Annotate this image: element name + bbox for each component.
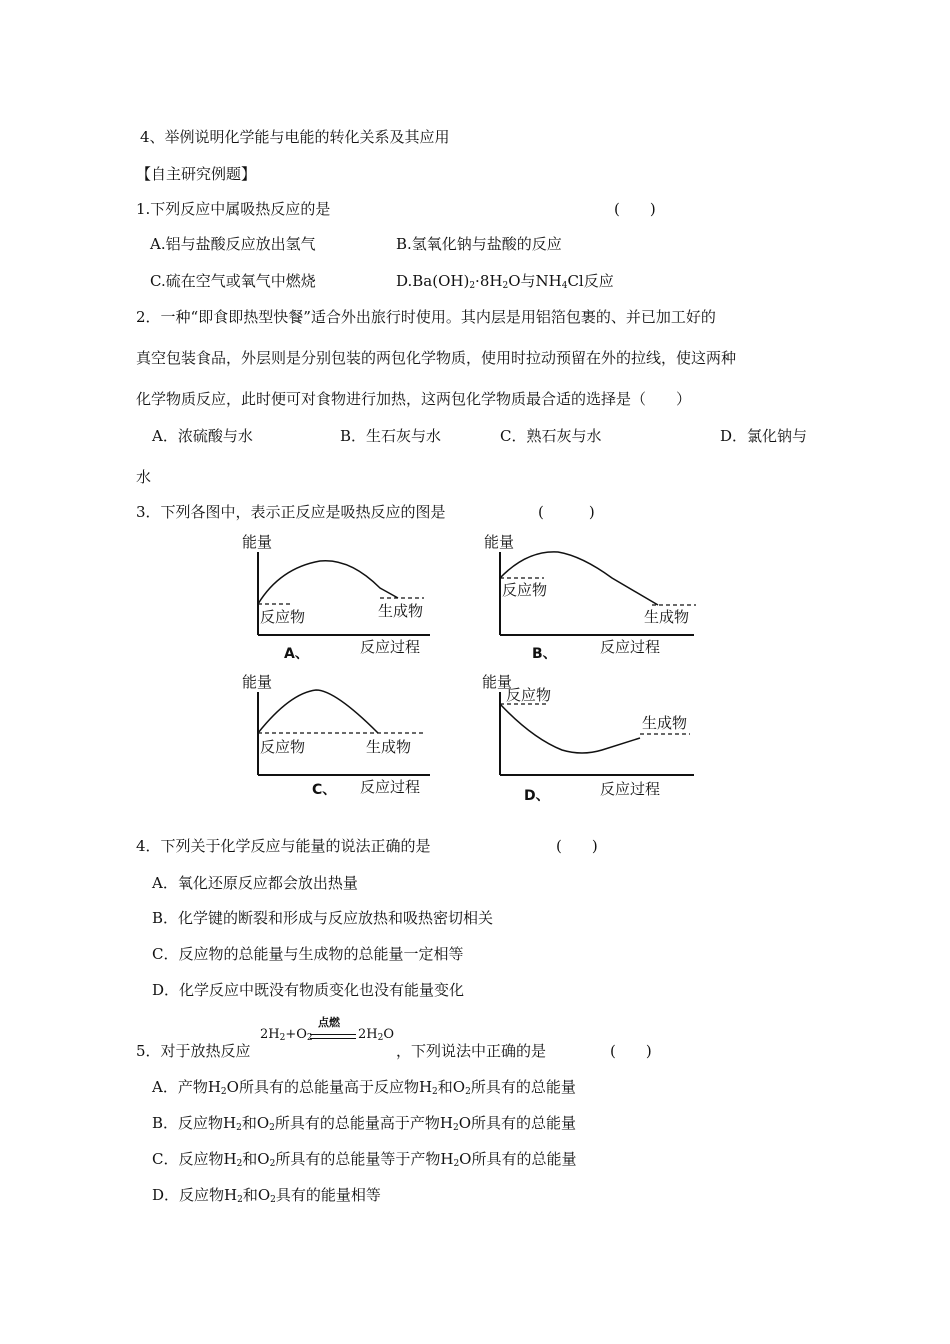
- graph-b[interactable]: [472, 528, 702, 664]
- opt-part: 和O: [241, 1114, 270, 1132]
- q4-option-b[interactable]: B．化学键的断裂和形成与反应放热和吸热密切相关: [152, 909, 494, 927]
- reactants: [260, 1027, 313, 1043]
- opt-part: O所具有的总能量高于反应物H: [226, 1078, 433, 1096]
- section-title: 【自主研究例题】: [136, 165, 257, 183]
- equals-sign: [310, 1034, 356, 1039]
- opt-part: B．反应物H: [152, 1114, 237, 1132]
- product-label: 生成物: [642, 714, 688, 732]
- eq-part: +O: [285, 1027, 307, 1042]
- opt-part: 和O: [437, 1078, 466, 1096]
- q2-option-d-wrap: 水: [136, 468, 152, 486]
- graph-label: D、: [524, 788, 550, 804]
- q4-option-a[interactable]: A．氧化还原反应都会放出热量: [152, 874, 358, 892]
- opt-part: C．反应物H: [152, 1150, 237, 1168]
- q4-option-d[interactable]: D．化学反应中既没有物质变化也没有能量变化: [152, 981, 465, 999]
- q1-d-part: Cl反应: [567, 272, 614, 290]
- opt-part: 具有的能量相等: [275, 1186, 381, 1204]
- reactant-label: 反应物: [260, 608, 306, 626]
- reactant-label: 反应物: [502, 581, 548, 599]
- reaction-condition: 点燃: [318, 1016, 340, 1029]
- sub: 2: [452, 1123, 459, 1133]
- product-label: 生成物: [366, 738, 412, 756]
- opt-part: 所具有的总能量等于产物H: [275, 1150, 454, 1168]
- x-axis-label: 反应过程: [360, 778, 421, 796]
- sub: 2: [469, 281, 476, 291]
- q1-option-d[interactable]: [396, 271, 614, 296]
- q2-option-d[interactable]: D．氯化钠与: [720, 427, 808, 445]
- sub: 2: [306, 1033, 313, 1043]
- opt-part: 所具有的总能量高于产物H: [274, 1114, 453, 1132]
- opt-part: O所具有的总能量: [458, 1114, 577, 1132]
- x-axis-label: 反应过程: [600, 638, 661, 656]
- graph-label: B、: [532, 646, 557, 662]
- sub: 2: [269, 1123, 275, 1133]
- graph-c[interactable]: [230, 668, 440, 804]
- y-axis-label: 能量: [482, 673, 513, 691]
- y-axis-label: 能量: [484, 533, 515, 551]
- opt-part: 和O: [242, 1186, 271, 1204]
- eq-part: 2H: [358, 1027, 378, 1042]
- sub: 2: [270, 1195, 276, 1205]
- energy-curve: [500, 704, 640, 753]
- q5-option-d[interactable]: [152, 1185, 381, 1210]
- q1-d-part: O与NH: [508, 272, 562, 290]
- opt-part: D．反应物H: [152, 1186, 238, 1204]
- opt-part: A．产物H: [152, 1078, 221, 1096]
- q1-stem: 1.下列反应中属吸热反应的是: [136, 200, 331, 218]
- opt-part: 和O: [242, 1150, 270, 1168]
- product-label: 生成物: [378, 602, 424, 620]
- reaction-equation: [258, 1014, 398, 1060]
- q2-line-1: 2．一种“即食即热型快餐”适合外出旅行时使用。其内层是用铝箔包裹的、并已加工好的: [136, 308, 716, 326]
- q1-option-b[interactable]: B.氢氧化钠与盐酸的反应: [396, 235, 562, 253]
- sub: 2: [236, 1159, 243, 1169]
- q3-stem: 3．下列各图中，表示正反应是吸热反应的图是: [136, 503, 446, 521]
- sub: 2: [220, 1087, 227, 1097]
- q1-d-part: D.Ba(OH): [396, 272, 470, 290]
- sub: 2: [377, 1033, 384, 1043]
- objective-4: 4、举例说明化学能与电能的转化关系及其应用: [140, 128, 450, 146]
- graph-label: A、: [284, 646, 309, 662]
- q5-answer-blank[interactable]: ( ): [610, 1042, 652, 1060]
- graph-a[interactable]: [230, 528, 440, 664]
- product-label: 生成物: [644, 608, 690, 626]
- eq-part: 2H: [260, 1027, 280, 1042]
- q5-option-a[interactable]: [152, 1077, 576, 1102]
- x-axis-label: 反应过程: [360, 638, 421, 656]
- energy-curve: [258, 690, 378, 733]
- q5-stem-pre: 5．对于放热反应: [136, 1042, 251, 1060]
- q5-stem-post: ，下列说法中正确的是: [396, 1042, 547, 1060]
- q5-option-c[interactable]: [152, 1149, 576, 1174]
- x-axis-label: 反应过程: [600, 780, 661, 798]
- reactant-label: 反应物: [506, 686, 552, 704]
- sub: 2: [465, 1087, 471, 1097]
- q2-option-b[interactable]: B．生石灰与水: [340, 427, 442, 445]
- q1-option-a[interactable]: A.铝与盐酸反应放出氢气: [150, 235, 316, 253]
- graph-d[interactable]: [472, 668, 702, 804]
- q4-option-c[interactable]: C．反应物的总能量与生成物的总能量一定相等: [152, 945, 464, 963]
- q1-answer-blank[interactable]: ( ): [614, 200, 656, 218]
- y-axis-label: 能量: [242, 533, 273, 551]
- q4-answer-blank[interactable]: ( ): [556, 837, 598, 855]
- q2-option-c[interactable]: C．熟石灰与水: [500, 427, 602, 445]
- products: [358, 1027, 394, 1043]
- opt-part: O所具有的总能量: [459, 1150, 577, 1168]
- graph-label: C、: [312, 782, 337, 798]
- q3-answer-blank[interactable]: ( ): [538, 503, 595, 521]
- opt-part: 所具有的总能量: [470, 1078, 576, 1096]
- q4-stem: 4．下列关于化学反应与能量的说法正确的是: [136, 837, 431, 855]
- q1-option-c[interactable]: C.硫在空气或氧气中燃烧: [150, 272, 316, 290]
- eq-part: O: [383, 1027, 395, 1042]
- q2-line-3: 化学物质反应，此时便可对食物进行加热，这两包化学物质最合适的选择是（ ）: [136, 390, 692, 408]
- reactant-label: 反应物: [260, 738, 306, 756]
- q2-option-a[interactable]: A．浓硫酸与水: [152, 427, 253, 445]
- q2-line-2: 真空包装食品，外层则是分别包装的两包化学物质，使用时拉动预留在外的拉线，使这两种: [136, 349, 737, 367]
- sub: 2: [269, 1159, 276, 1169]
- sub: 4: [561, 281, 568, 291]
- sub: 2: [453, 1159, 460, 1169]
- y-axis-label: 能量: [242, 673, 273, 691]
- energy-curve: [258, 561, 398, 604]
- sub: 2: [237, 1195, 243, 1205]
- q1-d-part: ·8H: [475, 272, 503, 290]
- sub: 2: [236, 1123, 242, 1133]
- sub: 2: [279, 1033, 286, 1043]
- sub: 2: [502, 281, 509, 291]
- q5-option-b[interactable]: [152, 1113, 576, 1138]
- sub: 2: [432, 1087, 438, 1097]
